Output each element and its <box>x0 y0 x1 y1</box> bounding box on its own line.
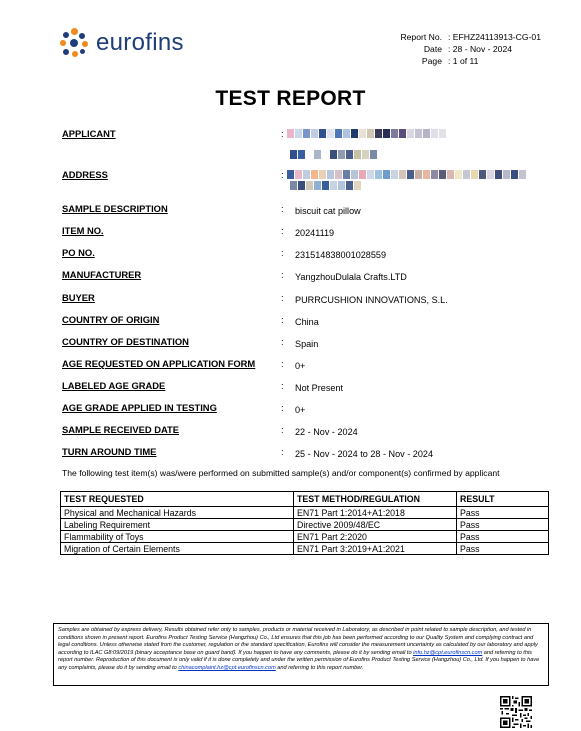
sample-received-date-value: 22 - Nov - 2024 <box>295 427 358 437</box>
colon: : <box>281 292 284 303</box>
turn-around-time-label: TURN AROUND TIME <box>62 446 157 457</box>
table-row <box>61 519 549 531</box>
page-value: : 1 of 11 <box>448 56 479 66</box>
disclaimer-box <box>53 623 549 686</box>
sample-description-label: SAMPLE DESCRIPTION <box>62 203 168 214</box>
redacted-applicant-line2 <box>290 150 378 159</box>
sample-description-value: biscuit cat pillow <box>295 206 361 216</box>
age-requested-label: AGE REQUESTED ON APPLICATION FORM <box>62 358 256 369</box>
table-header: TEST METHOD/REGULATION <box>294 492 457 507</box>
table-cell: Pass <box>457 519 549 531</box>
po-no-value: 231514838001028559 <box>295 250 387 260</box>
turn-around-time-value: 25 - Nov - 2024 to 28 - Nov - 2024 <box>295 449 433 459</box>
page-title: TEST REPORT <box>215 87 366 110</box>
table-cell: EN71 Part 3:2019+A1:2021 <box>294 543 457 555</box>
item-no-value: 20241119 <box>295 228 335 238</box>
labeled-age-grade-value: Not Present <box>295 383 344 393</box>
eurofins-logo-icon <box>60 28 90 58</box>
page-label: Page <box>421 56 442 66</box>
colon: : <box>281 169 284 180</box>
redacted-address-line2 <box>290 181 362 190</box>
results-table <box>60 491 549 555</box>
table-cell: EN71 Part 2:2020 <box>294 531 457 543</box>
table-cell: Flammability of Toys <box>61 531 294 543</box>
disclaimer-text: and referring to this report number. Reproduction of this document is only valid if it is done completely and under the written permission of Eurofins Product Testing Service (Hangzhou) Co., Ltd. If you happen to have any complaints, please do it by sending email to <box>58 649 540 671</box>
item-no-label: ITEM NO. <box>62 225 104 236</box>
table-cell: Pass <box>457 543 549 555</box>
table-header: TEST REQUESTED <box>61 492 294 507</box>
report-meta-labels <box>372 31 442 67</box>
table-cell: Physical and Mechanical Hazards <box>61 507 294 519</box>
po-no-label: PO NO. <box>62 247 95 258</box>
colon: : <box>281 225 284 236</box>
colon: : <box>281 358 284 369</box>
table-cell: Pass <box>457 531 549 543</box>
table-header-row <box>61 492 549 507</box>
country-of-origin-value: China <box>295 317 319 327</box>
report-no-value: : EFHZ24113913-CG-01 <box>448 32 541 42</box>
country-of-destination-value: Spain <box>295 339 319 349</box>
buyer-label: BUYER <box>62 292 95 303</box>
colon: : <box>281 424 284 435</box>
table-cell: Pass <box>457 507 549 519</box>
colon: : <box>281 203 284 214</box>
country-of-origin-label: COUNTRY OF ORIGIN <box>62 314 160 325</box>
colon: : <box>281 247 284 258</box>
table-row <box>61 507 549 519</box>
colon: : <box>281 314 284 325</box>
disclaimer-text: Samples are obtained by express delivery, Results obtained refer only to samples, products or material received in Laboratory, as described in point related to sample description, and tested in conditions shown in present report. Eurofins Product Testing Service (Hangzhou) Co., Ltd ensures that this job has been performed according to our Quality System and complying contract and legal conditions. Unless otherwise stated from the customer, regulation or the standard specification, Eurofins will consider the measurement uncertainty as calculated by our laboratory and apply according to ILAC G8:09/2019 (binary acceptance base on guard band). If you happen to have any comments, please do it by sending email to <box>58 627 538 656</box>
labeled-age-grade-label: LABELED AGE GRADE <box>62 380 166 391</box>
buyer-value: PURRCUSHION INNOVATIONS, S.L. <box>295 295 448 305</box>
date-label: Date <box>423 44 442 54</box>
manufacturer-value: YangzhouDulala Crafts.LTD <box>295 272 407 282</box>
table-row <box>61 543 549 555</box>
summary-note: The following test item(s) was/were performed on submitted sample(s) and/or component(s) confirmed by applicant <box>62 468 500 478</box>
date-value: : 28 - Nov - 2024 <box>448 44 513 54</box>
eurofins-logo <box>60 28 184 58</box>
redacted-applicant-line1 <box>287 129 447 138</box>
report-no-label: Report No. <box>400 32 442 42</box>
colon: : <box>281 402 284 413</box>
table-cell: EN71 Part 1:2014+A1:2018 <box>294 507 457 519</box>
logo-text: eurofins <box>96 29 184 56</box>
manufacturer-label: MANUFACTURER <box>62 269 142 280</box>
age-requested-value: 0+ <box>295 361 306 371</box>
table-cell: Labeling Requirement <box>61 519 294 531</box>
disclaimer-text: and referring to this report number. <box>275 664 364 671</box>
colon: : <box>281 128 284 139</box>
colon: : <box>281 380 284 391</box>
table-cell: Migration of Certain Elements <box>61 543 294 555</box>
report-meta-values <box>448 31 541 67</box>
country-of-destination-label: COUNTRY OF DESTINATION <box>62 336 189 347</box>
age-grade-applied-label: AGE GRADE APPLIED IN TESTING <box>62 402 217 413</box>
complaint-email-link[interactable]: chinacomplaint.hz@cpt.eurofinscn.com <box>178 664 276 671</box>
age-grade-applied-value: 0+ <box>295 405 306 415</box>
info-email-link[interactable]: info.hz@cpt.eurofinscn.com <box>413 649 483 656</box>
qr-code-icon <box>500 696 532 728</box>
applicant-label: APPLICANT <box>62 128 116 139</box>
colon: : <box>281 336 284 347</box>
table-row <box>61 531 549 543</box>
table-header: RESULT <box>457 492 549 507</box>
redacted-address-line1 <box>287 170 527 179</box>
table-cell: Directive 2009/48/EC <box>294 519 457 531</box>
sample-received-date-label: SAMPLE RECEIVED DATE <box>62 424 180 435</box>
colon: : <box>281 446 284 457</box>
address-label: ADDRESS <box>62 169 108 180</box>
colon: : <box>281 269 284 280</box>
